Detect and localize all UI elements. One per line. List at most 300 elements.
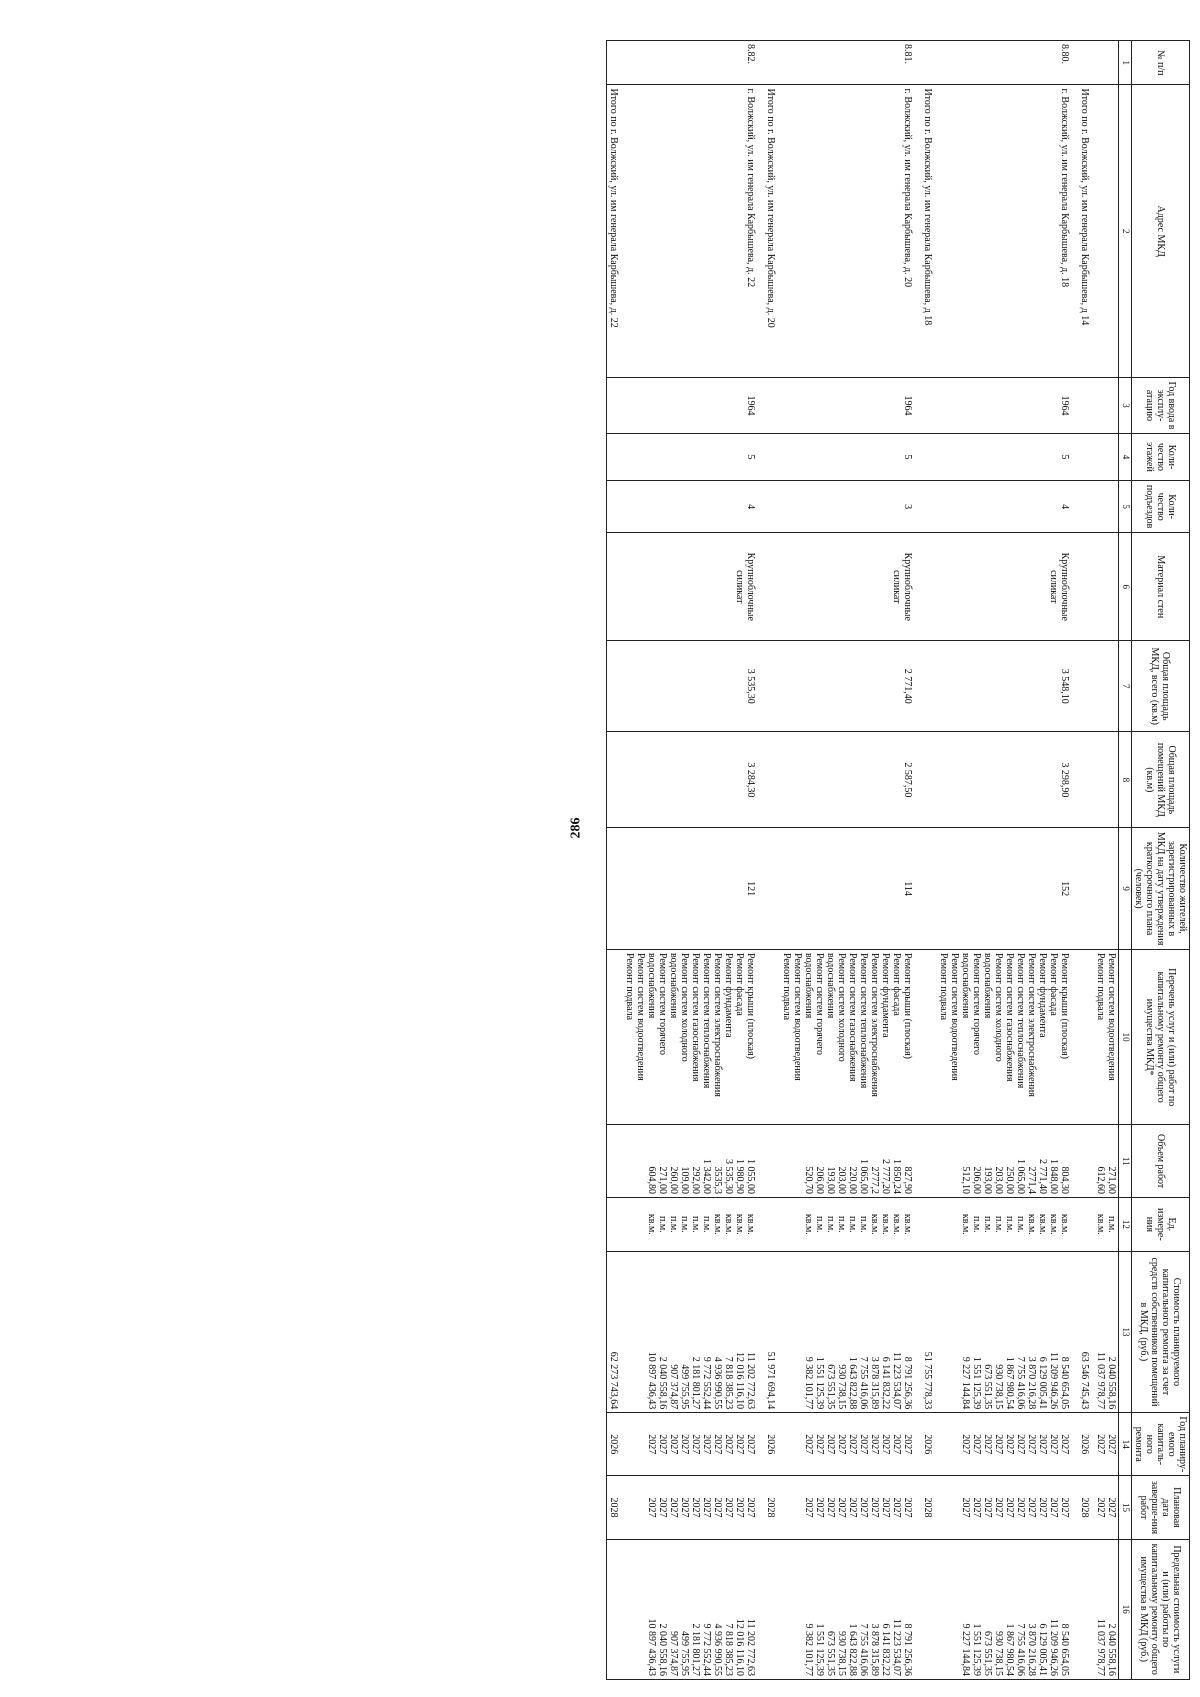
work-year-cell xyxy=(623,1413,764,1476)
work-year: 2027 xyxy=(679,1434,691,1455)
work-limit: 673 551,35 xyxy=(825,1631,837,1676)
house-row xyxy=(780,41,921,1680)
work-cost: 11 223 534,07 xyxy=(891,1352,903,1410)
work-cost: 4 936 990,55 xyxy=(712,1356,724,1410)
empty-cell xyxy=(1078,732,1094,828)
carryover-row xyxy=(1094,41,1119,1680)
empty-cell xyxy=(1094,533,1119,641)
subtotal-end-date: 2028 xyxy=(764,1476,780,1539)
empty-cell xyxy=(1078,1125,1094,1198)
work-end-date: 2027 xyxy=(701,1497,713,1518)
work-limit: 7 755 416,06 xyxy=(858,1623,870,1676)
empty-cell xyxy=(607,41,624,85)
year-built: 1964 xyxy=(623,377,764,433)
work-year: 2027 xyxy=(803,1434,815,1455)
column-header: Ед. измере-ния xyxy=(1132,1197,1190,1251)
work-limit: 7 818 385,23 xyxy=(723,1623,735,1676)
work-end-date: 2027 xyxy=(1106,1497,1118,1518)
empty-cell xyxy=(921,1539,937,1679)
work-volume: 512,10 xyxy=(960,1166,972,1194)
empty-cell xyxy=(607,434,624,481)
work-year: 2027 xyxy=(712,1434,724,1455)
work-year: 2027 xyxy=(960,1434,972,1455)
residents: 114 xyxy=(780,828,921,950)
work-end-date: 2027 xyxy=(1037,1497,1049,1518)
column-header: Коли-чество этажей xyxy=(1132,434,1190,481)
work-year: 2027 xyxy=(1015,1434,1027,1455)
work-unit: п.м. xyxy=(657,1216,669,1233)
work-cost-cell xyxy=(1094,1251,1119,1412)
work-cost: 12 016 116,10 xyxy=(734,1352,746,1410)
subtotal-year: 2026 xyxy=(921,1413,937,1476)
work-unit: кв.м. xyxy=(1095,1213,1107,1235)
empty-cell xyxy=(1094,732,1119,828)
work-end-date: 2027 xyxy=(1026,1497,1038,1518)
work-volume-cell xyxy=(1094,1125,1119,1198)
work-limit: 11 202 772,63 xyxy=(745,1618,757,1676)
work-name: Ремонт систем водоотведения xyxy=(1106,952,1118,1081)
empty-cell xyxy=(607,1197,624,1251)
work-name: Ремонт систем водоотведения xyxy=(949,952,961,1081)
work-year: 2027 xyxy=(1037,1434,1049,1455)
empty-cell xyxy=(1078,41,1094,85)
work-end-date: 2027 xyxy=(814,1497,826,1518)
empty-cell xyxy=(921,377,937,433)
empty-cell xyxy=(764,1197,780,1251)
empty-cell xyxy=(1094,434,1119,481)
area-total: 3 548,10 xyxy=(937,641,1078,732)
empty-cell xyxy=(1078,1197,1094,1251)
work-unit: кв.м. xyxy=(745,1213,757,1235)
work-limit: 3 870 216,28 xyxy=(1026,1623,1038,1676)
work-volume: 203,00 xyxy=(836,1166,848,1194)
work-end-date: 2027 xyxy=(1095,1497,1107,1518)
work-cost: 3 870 216,28 xyxy=(1026,1356,1038,1410)
work-year: 2027 xyxy=(825,1434,837,1455)
column-header: Стоимость планируемого капитального ремонта за счет средств собственников помещений в МКД, (руб.) xyxy=(1132,1251,1190,1412)
wall-material: Крупноблочные силикат xyxy=(780,533,921,641)
work-end-date: 2027 xyxy=(869,1497,881,1518)
work-unit: кв.м. xyxy=(1048,1213,1060,1235)
column-number-row xyxy=(1119,41,1132,1680)
work-end-date: 2027 xyxy=(847,1497,859,1518)
work-volume: 250,00 xyxy=(1004,1166,1016,1194)
empty-cell xyxy=(764,1125,780,1198)
work-cost: 7 755 416,06 xyxy=(1015,1356,1027,1410)
work-year: 2027 xyxy=(847,1434,859,1455)
work-cost: 9 227 144,84 xyxy=(960,1356,972,1410)
work-end-date: 2027 xyxy=(668,1497,680,1518)
work-limit: 10 897 436,43 xyxy=(646,1618,658,1676)
house-row xyxy=(937,41,1078,1680)
rotated-table-container xyxy=(190,40,1190,1680)
work-name: Ремонт фасада xyxy=(891,952,903,1016)
work-end-date: 2027 xyxy=(982,1497,994,1518)
work-cost: 6 129 005,41 xyxy=(1037,1356,1049,1410)
work-volume: 271,00 xyxy=(1106,1166,1118,1194)
work-end-date: 2027 xyxy=(880,1497,892,1518)
work-unit: п.м. xyxy=(982,1216,994,1233)
subtotal-end-date: 2028 xyxy=(921,1476,937,1539)
empty-cell xyxy=(607,949,624,1124)
work-cost: 2 040 558,16 xyxy=(657,1356,669,1410)
work-cost: 6 141 832,22 xyxy=(880,1356,892,1410)
work-volume: 1 850,24 xyxy=(891,1158,903,1194)
work-limit: 9 227 144,84 xyxy=(960,1623,972,1676)
work-end-date-cell xyxy=(623,1476,764,1539)
work-limit-cell xyxy=(623,1539,764,1679)
work-volume: 520,70 xyxy=(803,1166,815,1194)
work-cost: 10 897 436,43 xyxy=(646,1351,658,1410)
subtotal-cost: 62 273 743,64 xyxy=(607,1251,624,1412)
empty-cell xyxy=(1078,377,1094,433)
empty-cell xyxy=(1094,41,1119,85)
wall-material: Крупноблочные силикат xyxy=(623,533,764,641)
empty-cell xyxy=(1078,1539,1094,1679)
work-volume: 1 980,90 xyxy=(734,1158,746,1194)
work-name-cell xyxy=(1094,949,1119,1124)
subtotal-row xyxy=(1078,41,1094,1680)
column-number: 16 xyxy=(1119,1539,1132,1679)
work-year: 2027 xyxy=(1048,1434,1060,1455)
work-name: Ремонт систем теплоснабжения xyxy=(858,952,870,1089)
subtotal-row xyxy=(764,41,780,1680)
column-header: Количество жителей, зарегистрированных в МКД на дату утверждения краткосрочного плана (человек) xyxy=(1132,828,1190,950)
empty-cell xyxy=(921,41,937,85)
work-cost: 11 209 946,26 xyxy=(1048,1352,1060,1410)
work-unit: кв.м. xyxy=(723,1213,735,1235)
column-number: 13 xyxy=(1119,1251,1132,1412)
subtotal-row xyxy=(607,41,624,1680)
subtotal-end-date: 2028 xyxy=(607,1476,624,1539)
work-volume: 1 055,00 xyxy=(745,1158,757,1194)
work-year: 2027 xyxy=(880,1434,892,1455)
work-name: Ремонт фундамента xyxy=(1037,952,1049,1038)
work-volume: 203,00 xyxy=(993,1166,1005,1194)
work-limit-cell xyxy=(1094,1539,1119,1679)
work-volume: 1 065,00 xyxy=(1015,1158,1027,1194)
empty-cell xyxy=(1094,377,1119,433)
column-number: 15 xyxy=(1119,1476,1132,1539)
work-cost: 7 818 385,23 xyxy=(723,1356,735,1410)
work-cost: 2 040 558,16 xyxy=(1106,1356,1118,1410)
work-name: Ремонт систем газоснабжения xyxy=(1004,952,1016,1082)
work-year: 2027 xyxy=(1004,1434,1016,1455)
work-year: 2027 xyxy=(858,1434,870,1455)
work-unit: кв.м. xyxy=(734,1213,746,1235)
empty-cell xyxy=(921,533,937,641)
work-name: Ремонт подвала xyxy=(781,952,793,1021)
work-unit: кв.м. xyxy=(646,1213,658,1235)
work-cost: 8 540 654,05 xyxy=(1059,1356,1071,1410)
work-unit: кв.м. xyxy=(960,1213,972,1235)
column-header: Адрес МКД xyxy=(1132,85,1190,377)
column-header: Общая площадь помещений МКД (кв.м) xyxy=(1132,732,1190,828)
work-unit: кв.м. xyxy=(712,1213,724,1235)
subtotal-end-date: 2028 xyxy=(1078,1476,1094,1539)
work-year: 2027 xyxy=(690,1434,702,1455)
empty-cell xyxy=(1078,641,1094,732)
work-name: Ремонт систем холодного водоснабжения xyxy=(668,952,691,1062)
work-name: Ремонт крыши (плоская) xyxy=(745,952,757,1059)
work-unit: п.м. xyxy=(679,1216,691,1233)
house-address: г. Волжский, ул. им генерала Карбышева, д. 20 xyxy=(780,85,921,377)
work-unit: п.м. xyxy=(836,1216,848,1233)
work-limit: 4 936 990,55 xyxy=(712,1623,724,1676)
work-cost: 8 791 256,36 xyxy=(902,1356,914,1410)
column-number: 10 xyxy=(1119,949,1132,1124)
work-unit: п.м. xyxy=(1106,1216,1118,1233)
empty-cell xyxy=(1094,828,1119,950)
work-unit: кв.м. xyxy=(1059,1213,1071,1235)
work-volume: 827,90 xyxy=(902,1166,914,1194)
empty-cell xyxy=(607,641,624,732)
entrances: 4 xyxy=(623,480,764,533)
work-limit: 12 016 116,10 xyxy=(734,1618,746,1676)
work-name: Ремонт систем горячего водоснабжения xyxy=(803,952,826,1055)
work-year: 2027 xyxy=(971,1434,983,1455)
subtotal-label: Итого по г. Волжский, ул. им генерала Карбышева, д. 20 xyxy=(764,85,780,377)
work-end-date: 2027 xyxy=(679,1497,691,1518)
work-name: Ремонт крыши (плоская) xyxy=(1059,952,1071,1059)
work-volume: 1 342,00 xyxy=(701,1158,713,1194)
empty-cell xyxy=(921,949,937,1124)
subtotal-row xyxy=(921,41,937,1680)
work-volume: 1 065,00 xyxy=(858,1158,870,1194)
capital-repair-table xyxy=(606,40,1190,1680)
row-number: 8.81. xyxy=(780,41,921,85)
page-number: 286 xyxy=(568,817,584,839)
work-limit: 673 551,35 xyxy=(982,1631,994,1676)
work-unit: п.м. xyxy=(993,1216,1005,1233)
empty-cell xyxy=(764,480,780,533)
work-name: Ремонт систем газоснабжения xyxy=(847,952,859,1082)
area-total: 3 535,30 xyxy=(623,641,764,732)
work-end-date: 2027 xyxy=(960,1497,972,1518)
work-limit: 11 209 946,26 xyxy=(1048,1618,1060,1676)
empty-cell xyxy=(1078,434,1094,481)
column-number: 1 xyxy=(1119,41,1132,85)
work-volume: 206,00 xyxy=(814,1166,826,1194)
empty-cell xyxy=(607,1539,624,1679)
work-unit: п.м. xyxy=(1004,1216,1016,1233)
work-end-date: 2027 xyxy=(993,1497,1005,1518)
work-end-date-cell xyxy=(780,1476,921,1539)
work-year: 2027 xyxy=(646,1434,658,1455)
work-end-date: 2027 xyxy=(1015,1497,1027,1518)
work-limit: 9 772 552,44 xyxy=(701,1623,713,1676)
subtotal-label: Итого по г. Волжский, ул. им генерала Карбышева, д 18 xyxy=(921,85,937,377)
work-end-date: 2027 xyxy=(734,1497,746,1518)
work-end-date: 2027 xyxy=(971,1497,983,1518)
work-name: Ремонт систем электроснабжения xyxy=(1026,952,1038,1097)
work-volume: 1 848,00 xyxy=(1048,1158,1060,1194)
work-volume: 2777,2 xyxy=(869,1166,881,1194)
residents: 121 xyxy=(623,828,764,950)
work-year: 2027 xyxy=(993,1434,1005,1455)
work-end-date: 2027 xyxy=(690,1497,702,1518)
work-limit: 2 040 558,16 xyxy=(657,1623,669,1676)
work-limit: 1 551 125,39 xyxy=(814,1623,826,1676)
work-year: 2027 xyxy=(657,1434,669,1455)
work-limit: 930 738,15 xyxy=(993,1631,1005,1676)
work-unit: п.м. xyxy=(668,1216,680,1233)
empty-cell xyxy=(764,377,780,433)
work-year: 2027 xyxy=(734,1434,746,1455)
work-limit: 2 040 558,16 xyxy=(1106,1623,1118,1676)
work-end-date: 2027 xyxy=(891,1497,903,1518)
work-unit: п.м. xyxy=(690,1216,702,1233)
empty-cell xyxy=(607,1125,624,1198)
work-volume: 2 777,20 xyxy=(880,1158,892,1194)
empty-cell xyxy=(921,1197,937,1251)
work-limit: 7 755 416,06 xyxy=(1015,1623,1027,1676)
work-limit: 11 223 534,07 xyxy=(891,1618,903,1676)
row-number: 8.80. xyxy=(937,41,1078,85)
work-volume: 3535,3 xyxy=(712,1166,724,1194)
floors: 5 xyxy=(937,434,1078,481)
work-unit: п.м. xyxy=(1015,1216,1027,1233)
work-end-date: 2027 xyxy=(858,1497,870,1518)
column-number: 5 xyxy=(1119,480,1132,533)
work-unit: п.м. xyxy=(858,1216,870,1233)
work-end-date: 2027 xyxy=(657,1497,669,1518)
work-unit-cell xyxy=(623,1197,764,1251)
empty-cell xyxy=(764,949,780,1124)
work-volume: 220,00 xyxy=(847,1166,859,1194)
work-end-date: 2027 xyxy=(712,1497,724,1518)
work-name: Ремонт фасада xyxy=(1048,952,1060,1016)
work-name: Ремонт систем электроснабжения xyxy=(869,952,881,1097)
column-header: Плановая дата заверше-ния работ xyxy=(1132,1476,1190,1539)
column-number: 11 xyxy=(1119,1125,1132,1198)
work-limit: 8 791 256,36 xyxy=(902,1623,914,1676)
work-cost: 11 202 772,63 xyxy=(745,1352,757,1410)
column-header: № п/п xyxy=(1132,41,1190,85)
work-volume: 260,00 xyxy=(668,1166,680,1194)
work-volume: 292,00 xyxy=(690,1166,702,1194)
subtotal-cost: 63 546 745,43 xyxy=(1078,1251,1094,1412)
work-year-cell xyxy=(780,1413,921,1476)
work-unit: п.м. xyxy=(701,1216,713,1233)
work-unit: п.м. xyxy=(814,1216,826,1233)
house-address: г. Волжский, ул. им генерала Карбышева, д. 22 xyxy=(623,85,764,377)
empty-cell xyxy=(921,641,937,732)
work-year: 2027 xyxy=(701,1434,713,1455)
column-number: 7 xyxy=(1119,641,1132,732)
entrances: 3 xyxy=(780,480,921,533)
work-name: Ремонт систем горячего водоснабжения xyxy=(646,952,669,1055)
work-limit: 6 129 005,41 xyxy=(1037,1623,1049,1676)
work-year: 2027 xyxy=(723,1434,735,1455)
floors: 5 xyxy=(623,434,764,481)
work-unit: кв.м. xyxy=(880,1213,892,1235)
work-year: 2027 xyxy=(1106,1434,1118,1455)
year-built: 1964 xyxy=(937,377,1078,433)
column-header: Предельная стоимость услуги и (или) работы по капитальному ремонту общего имущества в МКД (руб.) xyxy=(1132,1539,1190,1679)
work-volume: 193,00 xyxy=(982,1166,994,1194)
empty-cell xyxy=(764,41,780,85)
work-volume: 612,60 xyxy=(1095,1166,1107,1194)
empty-cell xyxy=(1094,641,1119,732)
work-cost: 3 878 315,89 xyxy=(869,1356,881,1410)
work-limit-cell xyxy=(937,1539,1078,1679)
work-volume-cell xyxy=(780,1125,921,1198)
work-name: Ремонт систем горячего водоснабжения xyxy=(960,952,983,1055)
work-cost: 9 382 101,77 xyxy=(803,1356,815,1410)
work-limit: 1 643 822,88 xyxy=(847,1623,859,1676)
work-unit: п.м. xyxy=(825,1216,837,1233)
work-limit: 11 037 978,77 xyxy=(1095,1618,1107,1676)
work-volume: 3 535,30 xyxy=(723,1158,735,1194)
work-cost: 11 037 978,77 xyxy=(1095,1352,1107,1410)
wall-material: Крупноблочные силикат xyxy=(937,533,1078,641)
empty-cell xyxy=(607,828,624,950)
work-end-date: 2027 xyxy=(1059,1497,1071,1518)
empty-cell xyxy=(607,377,624,433)
work-unit: кв.м. xyxy=(1037,1213,1049,1235)
empty-cell xyxy=(1094,480,1119,533)
column-header: Объем работ xyxy=(1132,1125,1190,1198)
work-name: Ремонт систем теплоснабжения xyxy=(701,952,713,1089)
work-cost: 1 643 822,88 xyxy=(847,1356,859,1410)
work-cost: 499 755,95 xyxy=(679,1364,691,1410)
column-header: Коли-чество подъездов xyxy=(1132,480,1190,533)
work-year: 2027 xyxy=(982,1434,994,1455)
work-name: Ремонт систем электроснабжения xyxy=(712,952,724,1097)
work-cost: 907 374,87 xyxy=(668,1364,680,1410)
work-unit-cell xyxy=(780,1197,921,1251)
column-number: 6 xyxy=(1119,533,1132,641)
empty-cell xyxy=(607,732,624,828)
work-name: Ремонт фундамента xyxy=(880,952,892,1038)
empty-cell xyxy=(607,480,624,533)
work-limit: 1 867 980,54 xyxy=(1004,1623,1016,1676)
column-number: 14 xyxy=(1119,1413,1132,1476)
work-limit: 9 382 101,77 xyxy=(803,1623,815,1676)
area-rooms: 2 587,50 xyxy=(780,732,921,828)
work-name: Ремонт подвала xyxy=(1095,952,1107,1021)
house-row xyxy=(623,41,764,1680)
work-cost: 1 551 125,39 xyxy=(971,1356,983,1410)
residents: 152 xyxy=(937,828,1078,950)
column-header: Год ввода в эксплу-атацию xyxy=(1132,377,1190,433)
empty-cell xyxy=(764,828,780,950)
empty-cell xyxy=(764,533,780,641)
empty-cell xyxy=(764,641,780,732)
column-header: Перечень услуг и (или) работ по капитальному ремонту общего имущества МКД* xyxy=(1132,949,1190,1124)
empty-cell xyxy=(764,732,780,828)
empty-cell xyxy=(921,732,937,828)
column-number: 4 xyxy=(1119,434,1132,481)
work-limit: 499 755,95 xyxy=(679,1631,691,1676)
column-number: 8 xyxy=(1119,732,1132,828)
work-volume: 2771,4 xyxy=(1026,1166,1038,1194)
row-number: 8.82. xyxy=(623,41,764,85)
work-end-date: 2027 xyxy=(646,1497,658,1518)
empty-cell xyxy=(921,434,937,481)
work-volume: 271,00 xyxy=(657,1166,669,1194)
floors: 5 xyxy=(780,434,921,481)
entrances: 4 xyxy=(937,480,1078,533)
work-cost: 2 181 801,27 xyxy=(690,1356,702,1410)
subtotal-year: 2026 xyxy=(764,1413,780,1476)
subtotal-label: Итого по г. Волжский, ул. им генерала Карбышева, д 14 xyxy=(1078,85,1094,377)
work-end-date-cell xyxy=(1094,1476,1119,1539)
work-end-date: 2027 xyxy=(825,1497,837,1518)
empty-cell xyxy=(921,828,937,950)
empty-cell xyxy=(607,533,624,641)
